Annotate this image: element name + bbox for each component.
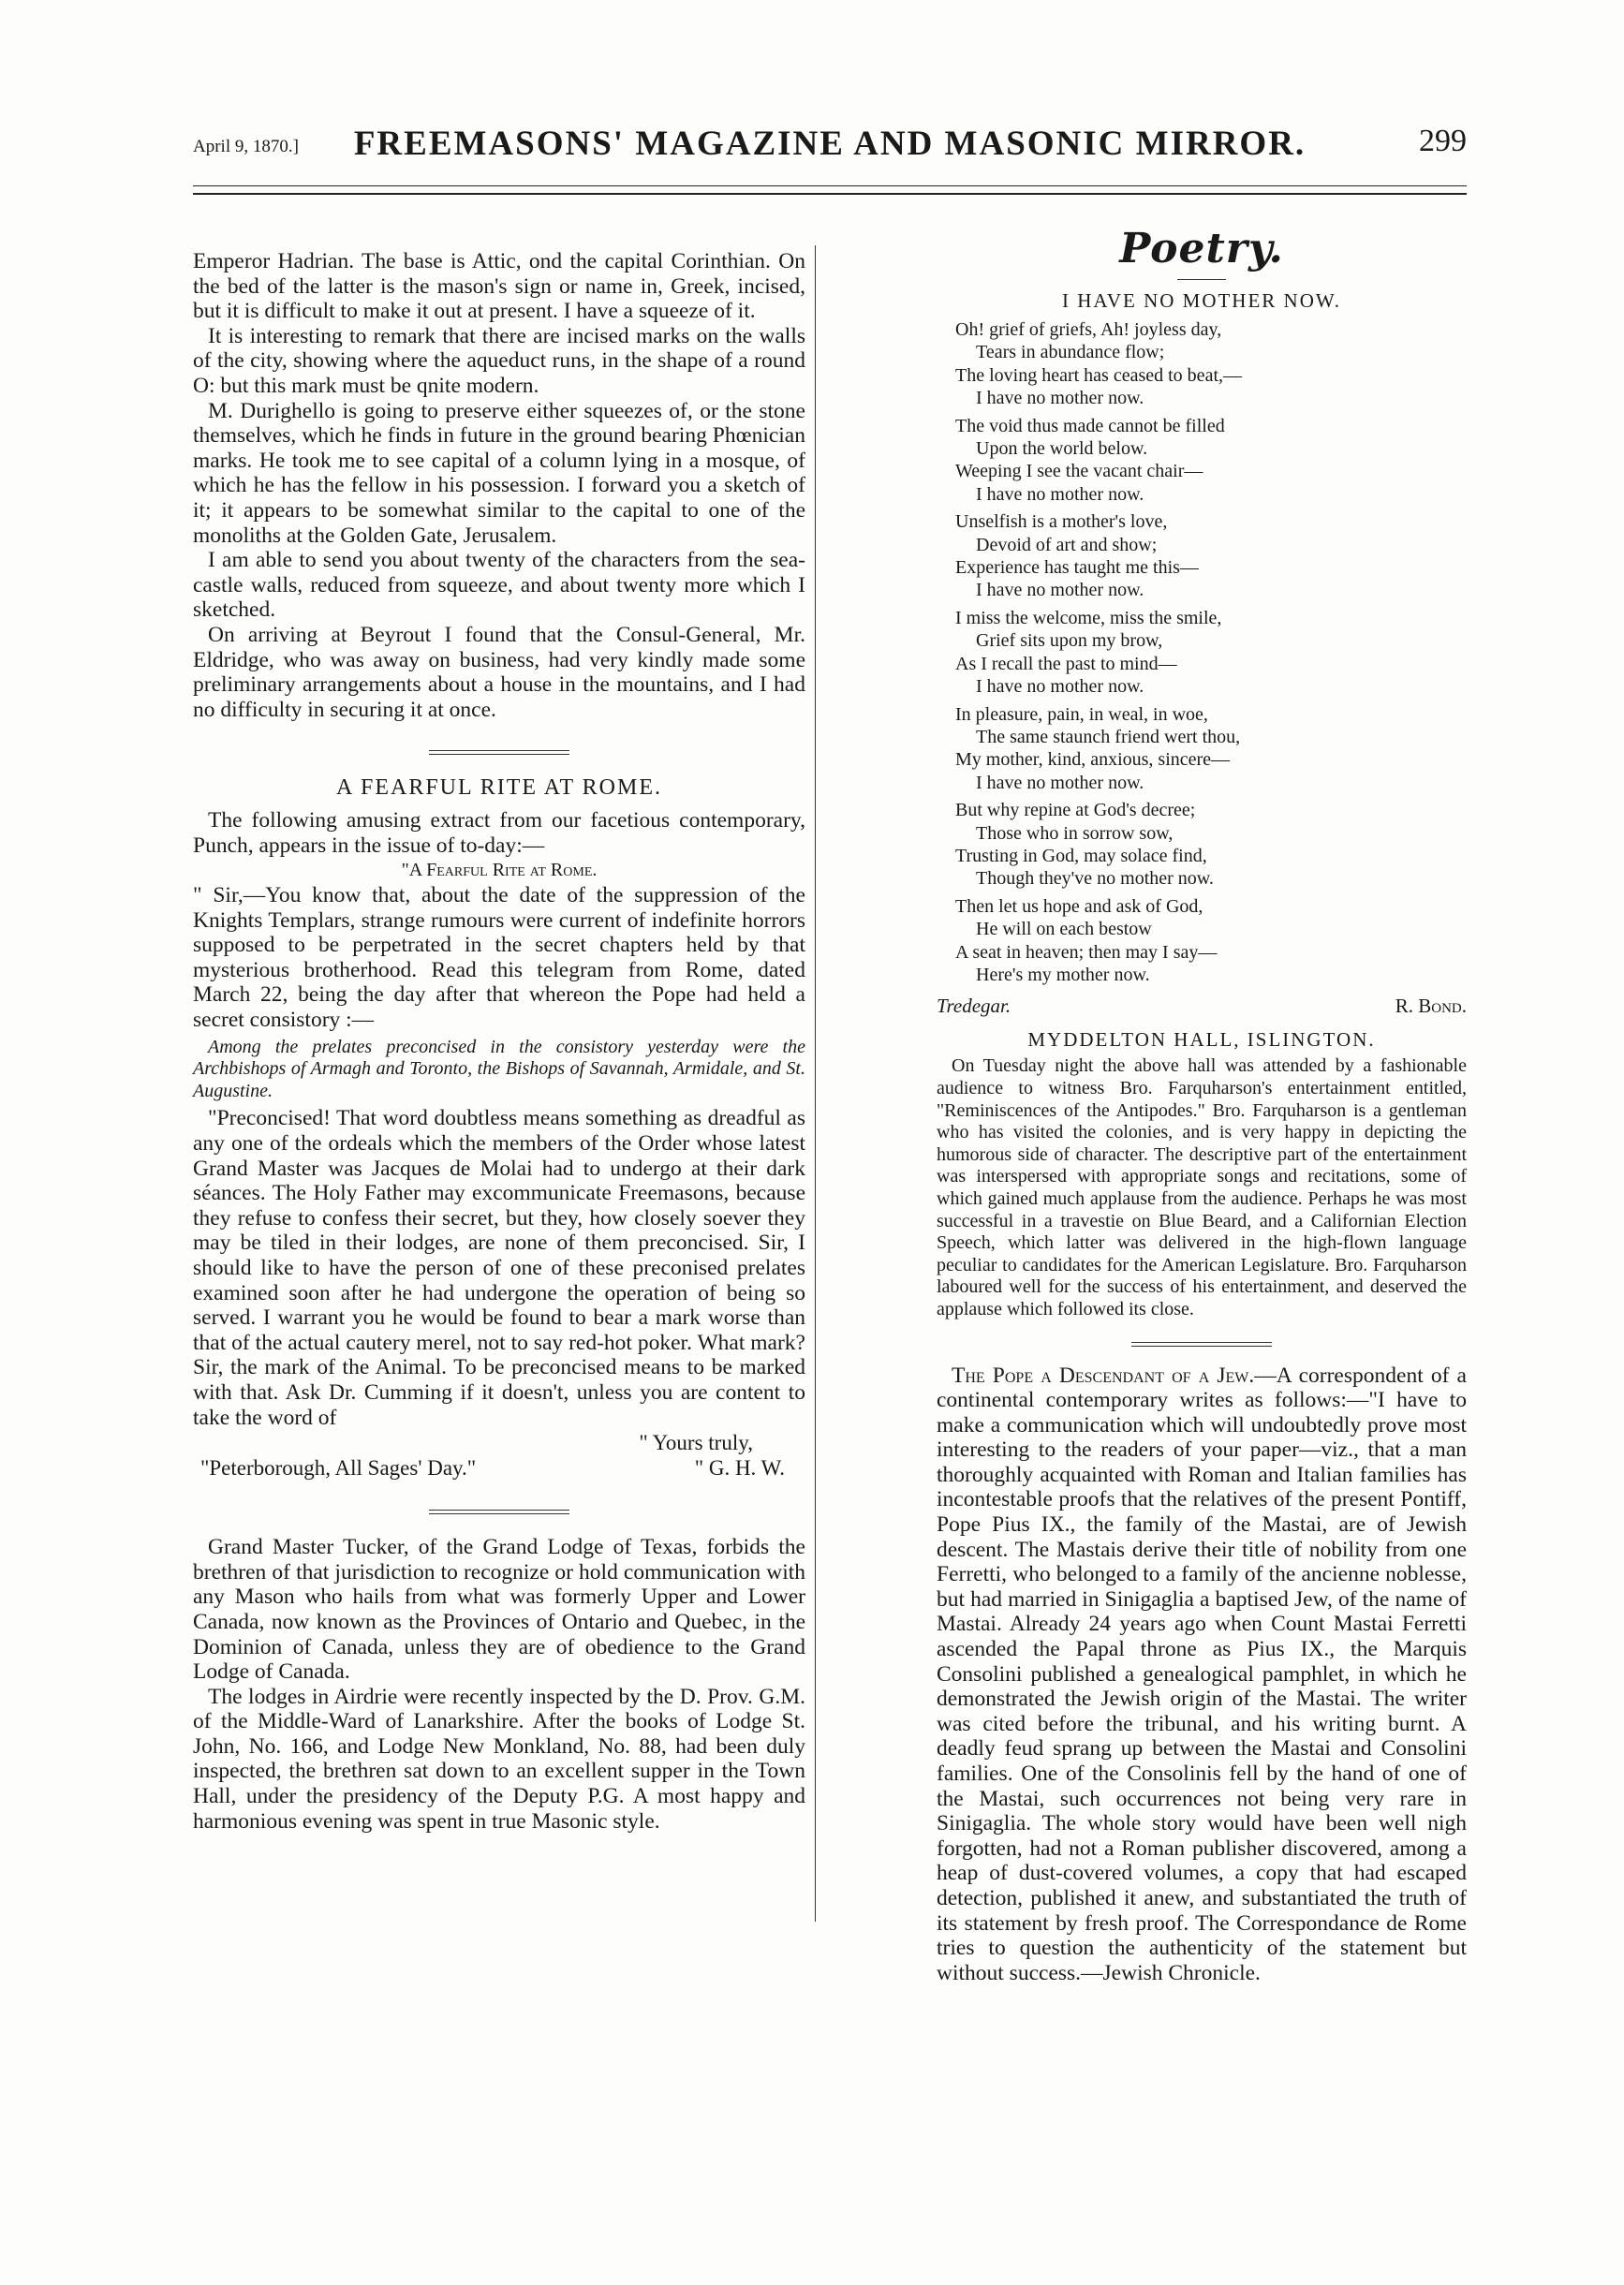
poem-line: I miss the welcome, miss the smile, [955, 607, 1222, 628]
poem-line: I have no mother now. [976, 676, 1144, 698]
signoff-place: "Peterborough, All Sages' Day." [200, 1456, 477, 1481]
section-title-myddelton: MYDDELTON HALL, ISLINGTON. [1027, 1028, 1376, 1052]
poem-line: Upon the world below. [976, 438, 1148, 460]
airdrie-paragraph: The lodges in Airdrie were recently inspected by the D. Prov. G.M. of the Middle-Ward of Lanarkshire. After the books of Lodge St. John, No. 166, and Lodge New Monkland, No. 88, had been duly inspected, the brethren sat down to an excellent supper in the Town Hall, under the presidency of the Deputy P.G. A most happy and harmonious evening was spent in true Masonic style. [193, 1684, 805, 1834]
poem-line: Oh! grief of griefs, Ah! joyless day, [955, 319, 1222, 340]
poem-stanza [955, 703, 1467, 795]
poem-line: Grief sits upon my brow, [976, 630, 1163, 652]
section-title-fearful-rite: A FEARFUL RITE AT ROME. [335, 775, 663, 801]
rite-paragraph-2: "Preconcised! That word doubtless means something as dreadful as any one of the ordeals which the members of the Order whose latest Grand Master was Jacques de Molai had to undergo at their dark séances. The Holy Father may excommunicate Freemasons, because they refuse to confess their secret, but they, how closely soever they may be tiled in their lodges, are none of them preconcised. Sir, I should like to have the person of one of these preconised prelates examined soon after he had undergone the operation of being so served. I warrant you he would be found to bear a mark worse than that of the actual cautery merel, not to say red-hot poker. What mark? Sir, the mark of the Animal. To be preconcised means to be marked with that. Ask Dr. Cumming if it doesn't, unless you are content to take the word of [193, 1106, 805, 1430]
article-continued-p2: It is interesting to remark that there are incised marks on the walls of the city, showing where the aqueduct runs, in the shape of a round O: but this mark must be qnite modern. [193, 323, 805, 398]
signoff-initials: " G. H. W. [694, 1456, 785, 1481]
pope-paragraph [937, 1364, 1467, 1986]
poem-line: My mother, kind, anxious, sincere— [955, 749, 1231, 771]
poetry-heading: Poetry. [1119, 225, 1284, 273]
poem-place: Tredegar. [937, 995, 1011, 1018]
poem-line: Here's my mother now. [976, 964, 1150, 985]
poem-line: Tears in abundance flow; [976, 342, 1165, 363]
poem-stanza [955, 607, 1467, 699]
left-column [193, 249, 805, 1834]
pope-text: —A correspondent of a continental contemporary writes as follows:—"I have to make a communication which will undoubtedly prove most interesting to the readers of your paper—viz., that a man thoroughly acquainted with Roman and Italian families has incontestable proofs that the relatives of the present Pontiff, Pope Pius IX., the family of the Mastai, are of Jewish descent. The Mastais derive their title of nobility from one Ferretti, who belonged to a family of the ancienne noblesse, but had married in Sinigaglia a baptised Jew, of the name of Mastai. Already 24 years ago when Count Mastai Ferretti ascended the Papal throne as Pius IX., the Marquis Consolini published a genealogical pamphlet, in which he demonstrated the Jewish origin of the Mastai. The writer was cited before the tribunal, and his writing burnt. A deadly feud sprang up between the Mastai and Consolini families. One of the Consolinis fell by the hand of one of the Mastai, such occurrences not being very rare in Sinigaglia. The whole story would have been well nigh forgotten, had not a Roman publisher discovered, among a heap of dust-covered volumes, a copy that had escaped detection, published it anew, and substantiated the truth of its statement by fresh proof. The Correspondance de Rome tries to question the authenticity of the statement but without success.—Jewish Chronicle. [937, 1363, 1467, 1985]
poem [937, 318, 1467, 986]
poem-stanza [955, 318, 1467, 410]
poem-author: R. Bond. [1395, 995, 1467, 1018]
rite-paragraph-1: " Sir,—You know that, about the date of the suppression of the Knights Templars, strange rumours were current of indefinite horrors supposed to be perpetrated in the secret chapters held by that mysterious brotherhood. Read this telegram from Rome, dated March 22, being the day after that whereon the Pope had held a secret consistory :— [193, 883, 805, 1033]
masthead-title: FREEMASONS' MAGAZINE AND MASONIC MIRROR. [353, 125, 1307, 163]
poem-stanza [955, 799, 1467, 891]
poem-line: But why repine at God's decree; [955, 800, 1196, 821]
page-header [193, 120, 1467, 169]
poem-stanza [955, 510, 1467, 602]
article-continued-p5: On arriving at Beyrout I found that the Consul-General, Mr. Eldridge, who was away on business, had very kindly made some preliminary arrangements about a house in the mountains, and I had no difficulty in securing it at once. [193, 622, 805, 722]
myddelton-paragraph: On Tuesday night the above hall was attended by a fashionable audience to witness Bro. Farquharson's entertainment entitled, "Reminiscences of the Antipodes." Bro. Farquharson is a gentleman who has visited the colonies, and is very happy in depicting the humorous side of character. The descriptive part of the entertainment was interspersed with appropriate songs and recitations, some of which gained much applause from the audience. Perhaps he was most successful in a travestie on Blue Beard, and a Californian Election Speech, which latter was delivered in the high-flown language peculiar to candidates for the American Legislature. Bro. Farquharson laboured well for the success of his entertainment, and deserved the applause which followed its close. [937, 1055, 1467, 1319]
poem-line: Weeping I see the vacant chair— [955, 461, 1203, 482]
poem-line: In pleasure, pain, in weal, in woe, [955, 703, 1208, 725]
poem-line: Devoid of art and show; [976, 534, 1158, 555]
article-continued-p3: M. Durighello is going to preserve either squeezes of, or the stone themselves, which he finds in future in the ground bearing Phœnician marks. He took me to see capital of a column lying in a mosque, of which he has the fellow in his possession. I forward you a sketch of it; it appears to be somewhat similar to the capital to one of the monoliths at the Golden Gate, Jerusalem. [193, 398, 805, 548]
poem-line: I have no mother now. [976, 580, 1144, 601]
poem-line: Unselfish is a mother's love, [955, 511, 1168, 533]
rite-subtitle: "A Fearful Rite at Rome. [401, 860, 598, 881]
right-column [937, 221, 1467, 1985]
poem-line: Though they've no mother now. [976, 868, 1214, 890]
poem-line: I have no mother now. [976, 772, 1144, 793]
issue-date: April 9, 1870.] [193, 137, 299, 156]
poem-line: The same staunch friend wert thou, [976, 726, 1241, 747]
poem-line: He will on each bestow [976, 919, 1152, 940]
pope-lead: The Pope a Descendant of a Jew. [952, 1363, 1255, 1388]
rite-yours-truly: " Yours truly, [639, 1431, 753, 1455]
page-number: 299 [1419, 124, 1467, 158]
rite-intro: The following amusing extract from our facetious contemporary, Punch, appears in the issue of to-day:— [193, 808, 805, 858]
poem-line: The loving heart has ceased to beat,— [955, 364, 1242, 386]
poem-line: As I recall the past to mind— [955, 653, 1177, 674]
rite-signoff [193, 1455, 805, 1482]
poem-line: I have no mother now. [976, 483, 1144, 505]
poem-stanza [955, 895, 1467, 987]
short-rule [1177, 279, 1226, 280]
poem-line: Then let us hope and ask of God, [955, 895, 1203, 917]
poem-stanza [955, 415, 1467, 507]
poem-line: A seat in heaven; then may I say— [955, 941, 1218, 963]
poem-line: Experience has taught me this— [955, 557, 1199, 579]
header-rule [193, 185, 1467, 186]
column-divider [815, 245, 816, 1922]
article-continued-p4: I am able to send you about twenty of the characters from the sea-castle walls, reduced from squeeze, and about twenty more which I sketched. [193, 548, 805, 623]
tucker-paragraph: Grand Master Tucker, of the Grand Lodge of Texas, forbids the brethren of that jurisdiction to recognize or hold communication with any Mason who hails from what was formerly Upper and Lower Canada, now known as the Provinces of Ontario and Quebec, in the Dominion of Canada, unless they are of obedience to the Grand Lodge of Canada. [193, 1535, 805, 1685]
poem-line: Those who in sorrow sow, [976, 822, 1174, 844]
poem-line: Trusting in God, may solace find, [955, 845, 1207, 866]
poem-line: The void thus made cannot be filled [955, 415, 1225, 436]
article-continued-p1: Emperor Hadrian. The base is Attic, ond the capital Corinthian. On the bed of the latter is the mason's sign or name in, Greek, incised, but it is difficult to make it out at present. I have a squeeze of it. [193, 249, 805, 324]
rite-telegram-quote: Among the prelates preconcised in the consistory yesterday were the Archbishops of Armagh and Toronto, the Bishops of Savannah, Armidale, and St. Augustine. [193, 1036, 805, 1101]
poem-title: I HAVE NO MOTHER NOW. [1061, 289, 1342, 312]
poem-signature [937, 991, 1467, 1019]
poem-line: I have no mother now. [976, 388, 1144, 409]
header-rule-double [193, 193, 1467, 195]
